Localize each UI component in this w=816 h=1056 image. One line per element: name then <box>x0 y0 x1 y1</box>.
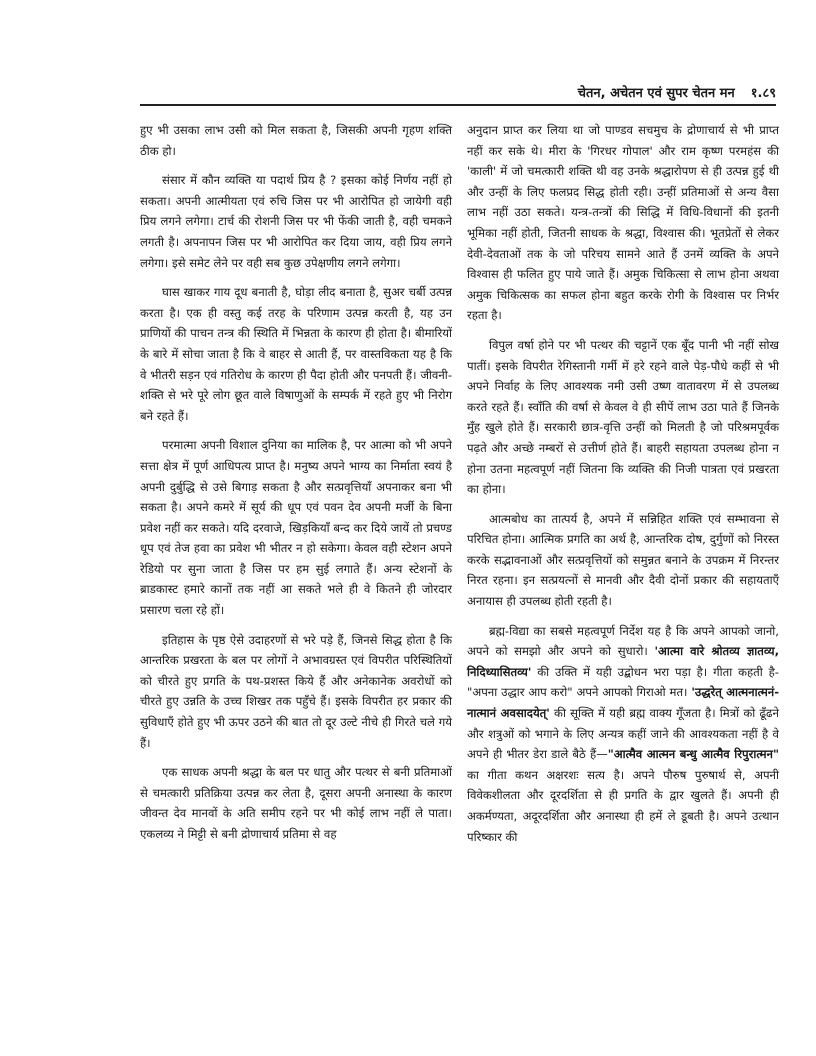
paragraph: अनुदान प्राप्त कर लिया था जो पाण्डव सचमुच के द्रोणाचार्य से भी प्राप्त नहीं कर सके थे। मीरा के 'गिरधर गोपाल' और राम कृष्ण परमहंस की 'काली' में जो चमत्कारी शक्ति थी वह उनके श्रद्धारोपण से ही उत्पन्न हुई थी और उन्हीं के लिए फलप्रद सिद्ध होती रही। उन्हीं प्रतिमाओं से अन्य वैसा लाभ नहीं उठा सकते। यन्त्र-तन्त्रों की सिद्धि में विधि-विधानों की इतनी भूमिका नहीं होती, जितनी साधक के श्रद्धा, विश्वास की। भूतप्रेतों से लेकर देवी-देवताओं तक के जो परिचय सामने आते हैं उनमें व्यक्ति के अपने विश्वास ही फलित हुए पाये जाते हैं। अमुक चिकित्सा से लाभ होना अथवा अमुक चिकित्सक का सफल होना बहुत करके रोगी के विश्वास पर निर्भर रहता है। <box>467 123 779 323</box>
sanskrit-quote: 'उद्धरेत् आत्मनात्मनं-नात्मानं अवसादयेत्' <box>467 685 780 721</box>
paragraph: इतिहास के पृष्ठ ऐसे उदाहरणों से भरे पड़े हैं, जिनसे सिद्ध होता है कि आन्तरिक प्रखरता के बल पर लोगों ने अभावग्रस्त एवं विपरीत परिस्थितियों को चीरते हुए प्रगति के पथ-प्रशस्त किये हैं और अनेकानेक अवरोधों को चीरते हुए उन्नति के उच्च शिखर तक पहुँचे हैं। इसके विपरीत हर प्रकार की सुविधाएँ होते हुए भी ऊपर उठने की बात तो दूर उल्टे नीचे ही गिरते चले गये हैं। <box>140 632 452 750</box>
text-span: ब्रह्म-विद्या का सबसे महत्वपूर्ण निर्देश यह है कि अपने आपको जानो, अपने को समझो और अपने को सुधारो। <box>467 623 779 659</box>
paragraph-brahma-vidya <box>467 621 779 848</box>
paragraph: एक साधक अपनी श्रद्धा के बल पर धातु और पत्थर से बनी प्रतिमाओं से चमत्कारी प्रतिक्रिया उत्पन्न कर लेता है, दूसरा अपनी अनास्था के कारण जीवन्त देव मानवों के अति समीप रहने पर भी कोई लाभ नहीं ले पाता। एकलव्य ने मिट्टी से बनी द्रोणाचार्य प्रतिमा से वह <box>140 765 452 841</box>
header-rule <box>140 104 776 106</box>
paragraph: परमात्मा अपनी विशाल दुनिया का मालिक है, पर आत्मा को भी अपने सत्ता क्षेत्र में पूर्ण आधिपत्य प्राप्त है। मनुष्य अपने भाग्य का निर्माता स्वयं है अपनी दुर्बुद्धि से उसे बिगाड़ सकता है और सत्प्रवृत्तियाँ अपनाकर बना भी सकता है। अपने कमरे में सूर्य की धूप एवं पवन देव अपनी मर्जी के बिना प्रवेश नहीं कर सकते। यदि दरवाजे, खिड़कियाँ बन्द कर दिये जायें तो प्रचण्ड धूप एवं तेज हवा का प्रवेश भी भीतर न हो सकेगा। केवल वही स्टेशन अपने रेडियो पर सुना जाता है जिस पर हम सुई लगाते हैं। अन्य स्टेशनों के ब्राडकास्ट हमारे कानों तक नहीं आ सकते भले ही वे कितने ही जोरदार प्रसारण चला रहे हों। <box>140 438 452 618</box>
sanskrit-quote: "आत्मैव आत्मन बन्धु आत्मैव रिपुरात्मन" <box>607 747 779 762</box>
sanskrit-quote: 'आत्मा वारे श्रोतव्य ज्ञातव्य, निदिध्यासितव्य' <box>467 644 779 679</box>
page-header <box>40 83 776 101</box>
text-span: का गीता कथन अक्षरशः सत्य है। अपने पौरुष पुरुषार्थ से, अपनी विवेकशीलता और दूरदर्शिता से ही प्रगति के द्वार खुलते हैं। अपनी ही अकर्मण्यता, अदूरदर्शिता और अनास्था ही हमें ले डूबती है। अपने उत्थान परिष्कार की <box>467 767 779 844</box>
text-span: की सूक्ति में यही ब्रह्म वाक्य गूँजता है। मित्रों को ढूँढने और शत्रुओं को भगाने के लिए अन्यत्र कहीं जाने की आवश्यकता नहीं है वे अपने ही भीतर डेरा डाले बैठे हैं— <box>467 706 779 762</box>
paragraph: घास खाकर गाय दूध बनाती है, घोड़ा लीद बनाता है, सुअर चर्बी उत्पन्न करता है। एक ही वस्तु कई तरह के परिणाम उत्पन्न करती है, यह उन प्राणियों की पाचन तन्त्र की स्थिति में भिन्नता के कारण ही होता है। बीमारियों के बारे में सोचा जाता है कि वे बाहर से आती हैं, पर वास्तविकता यह है कि वे भीतरी सड़न एवं गतिरोध के कारण ही पैदा होती और पनपती हैं। जीवनी-शक्ति से भरे पूरे लोग छूत वाले विषाणुओं के सम्पर्क में रहते हुए भी निरोग बने रहते हैं। <box>140 285 452 423</box>
paragraph: संसार में कौन व्यक्ति या पदार्थ प्रिय है ? इसका कोई निर्णय नहीं हो सकता। अपनी आत्मीयता एवं रुचि जिस पर भी आरोपित हो जायेगी वही प्रिय लगने लगेगा। टार्च की रोशनी जिस पर भी फेंकी जाती है, वही चमकने लगती है। अपनापन जिस पर भी आरोपित कर दिया जाय, वही प्रिय लगने लगेगा। इसे समेट लेने पर वही सब कुछ उपेक्षणीय लगने लगेगा। <box>140 173 452 270</box>
paragraph: विपुल वर्षा होने पर भी पत्थर की चट्टानें एक बूँद पानी भी नहीं सोख पातीं। इसके विपरीत रेगिस्तानी गर्मी में हरे रहने वाले पेड़-पौधे कहीं से भी अपने निर्वाह के लिए आवश्यक नमी उसी उष्ण वातावरण में से उपलब्ध करते रहते हैं। स्वाँति की वर्षा से केवल वे ही सीपें लाभ उठा पाते हैं जिनके मुँह खुले होते हैं। सरकारी छात्र-वृत्ति उन्हीं को मिलती है जो परिश्रमपूर्वक पढ़ते और अच्छे नम्बरों से उत्तीर्ण होते हैं। बाहरी सहायता उपलब्ध होना न होना उतना महत्वपूर्ण नहीं जितना कि व्यक्ति की निजी पात्रता एवं प्रखरता का होना। <box>467 337 779 497</box>
page-number: १.८९ <box>750 86 776 101</box>
left-column <box>140 120 452 854</box>
running-title: चेतन, अचेतन एवं सुपर चेतन मन <box>577 86 735 101</box>
paragraph: हुए भी उसका लाभ उसी को मिल सकता है, जिसकी अपनी गृहण शक्ति ठीक हो। <box>140 123 452 158</box>
paragraph: आत्मबोध का तात्पर्य है, अपने में सन्निहित शक्ति एवं सम्भावना से परिचित होना। आत्मिक प्रगति का अर्थ है, आन्तरिक दोष, दुर्गुणों को निरस्त करके सद्भावनाओं और सत्प्रवृत्तियों को समुन्नत बनाने के उपक्रम में निरन्तर निरत रहना। इन सत्प्रयत्नों से मानवी और दैवी दोनों प्रकार की सहायताएँ अनायास ही उपलब्ध होती रहती है। <box>467 511 779 609</box>
right-column <box>467 120 779 856</box>
text-span: की उक्ति में यही उद्बोधन भरा पड़ा है। गीता कहती है- "अपना उद्धार आप करो" अपने आपको गिराओ मत। <box>467 664 779 700</box>
